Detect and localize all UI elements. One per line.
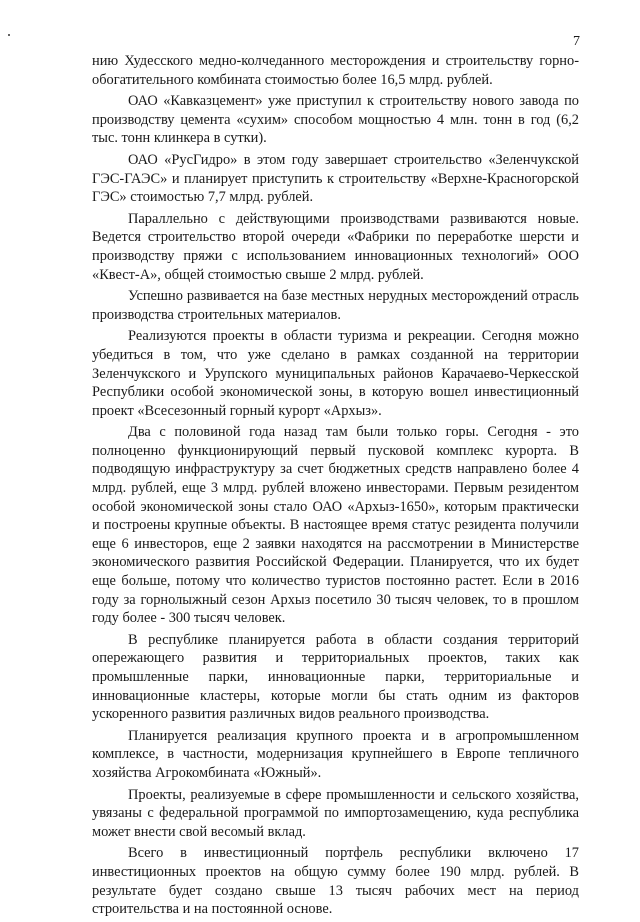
paragraph: Проекты, реализуемые в сфере промышленности и сельского хозяйства, увязаны с федеральной программой по импортозамещению, куда республика может внести свой весомый вклад. — [92, 786, 579, 840]
paragraph: В республике планируется работа в области создания территорий опережающего развития и территориальных проектов, таких как промышленные парки, инновационные парки, территориальные и инновационные кластеры, которые могли бы стать одним из факторов ускоренного развития различных видов реального производства. — [92, 631, 579, 723]
paragraph: ОАО «РусГидро» в этом году завершает строительство «Зеленчукской ГЭС-ГАЭС» и планирует приступить к строительству «Верхне-Красногорской ГЭС» стоимостью 7,7 млрд. рублей. — [92, 151, 579, 206]
paragraph: ОАО «Кавказцемент» уже приступил к строительству нового завода по производству цемента «сухим» способом мощностью 4 млн. тонн в год (6,2 тыс. тонн клинкера в сутки). — [92, 93, 579, 147]
page-number: 7 — [573, 34, 580, 49]
paragraph-continuation: нию Худесского медно-колчеданного месторождения и строительству горно-обогатительного комбината стоимостью более 16,5 млрд. рублей. — [92, 53, 579, 88]
paragraph: Успешно развивается на базе местных нерудных месторождений отрасль производства строительных материалов. — [92, 288, 579, 323]
document-body — [92, 52, 579, 922]
paragraph: Два с половиной года назад там были только горы. Сегодня - это полноценно функционирующий первый пусковой комплекс курорта. В подводящую инфраструктуру за счет бюджетных средств направлено более 4 млрд. рублей, еще 3 млрд. рублей вложено инвесторами. Первым резидентом особой экономической зоны стало ОАО «Архыз-1650», которым практически и построены крупные объекты. В настоящее время статус резидента получили еще 6 инвесторов, еще 2 заявки находятся на рассмотрении в Министерстве экономического развития Российской Федерации. Планируется, что их будет еще больше, потому что количество туристов постоянно растет. Если в 2016 году за горнолыжный сезон Архыз посетило 30 тысяч человек, то в прошлом году более - 300 тысяч человек. — [92, 424, 579, 627]
paragraph: Всего в инвестиционный портфель республики включено 17 инвестиционных проектов на общую сумму более 190 млрд. рублей. В результате будет создано свыше 13 тысяч рабочих мест на период строительства и на постоянной основе. — [92, 845, 579, 918]
paragraph: Параллельно с действующими производствами развиваются новые. Ведется строительство второй очереди «Фабрики по переработке шерсти и производству пряжи с использованием инновационных технологий» ООО «Квест-А», общей стоимостью свыше 2 млрд. рублей. — [92, 210, 579, 283]
paragraph: Планируется реализация крупного проекта и в агропромышленном комплексе, в частности, модернизация крупнейшего в Европе тепличного хозяйства Агрокомбината «Южный». — [92, 727, 579, 781]
scan-artifact-dot — [8, 34, 10, 36]
paragraph: Реализуются проекты в области туризма и рекреации. Сегодня можно убедиться в том, что уже сделано в рамках созданной на территории Зеленчукского и Урупского муниципальных районов Карачаево-Черкесской Республики особой экономической зоны, в которую вошел инвестиционный проект «Всесезонный горный курорт «Архыз». — [92, 328, 579, 419]
